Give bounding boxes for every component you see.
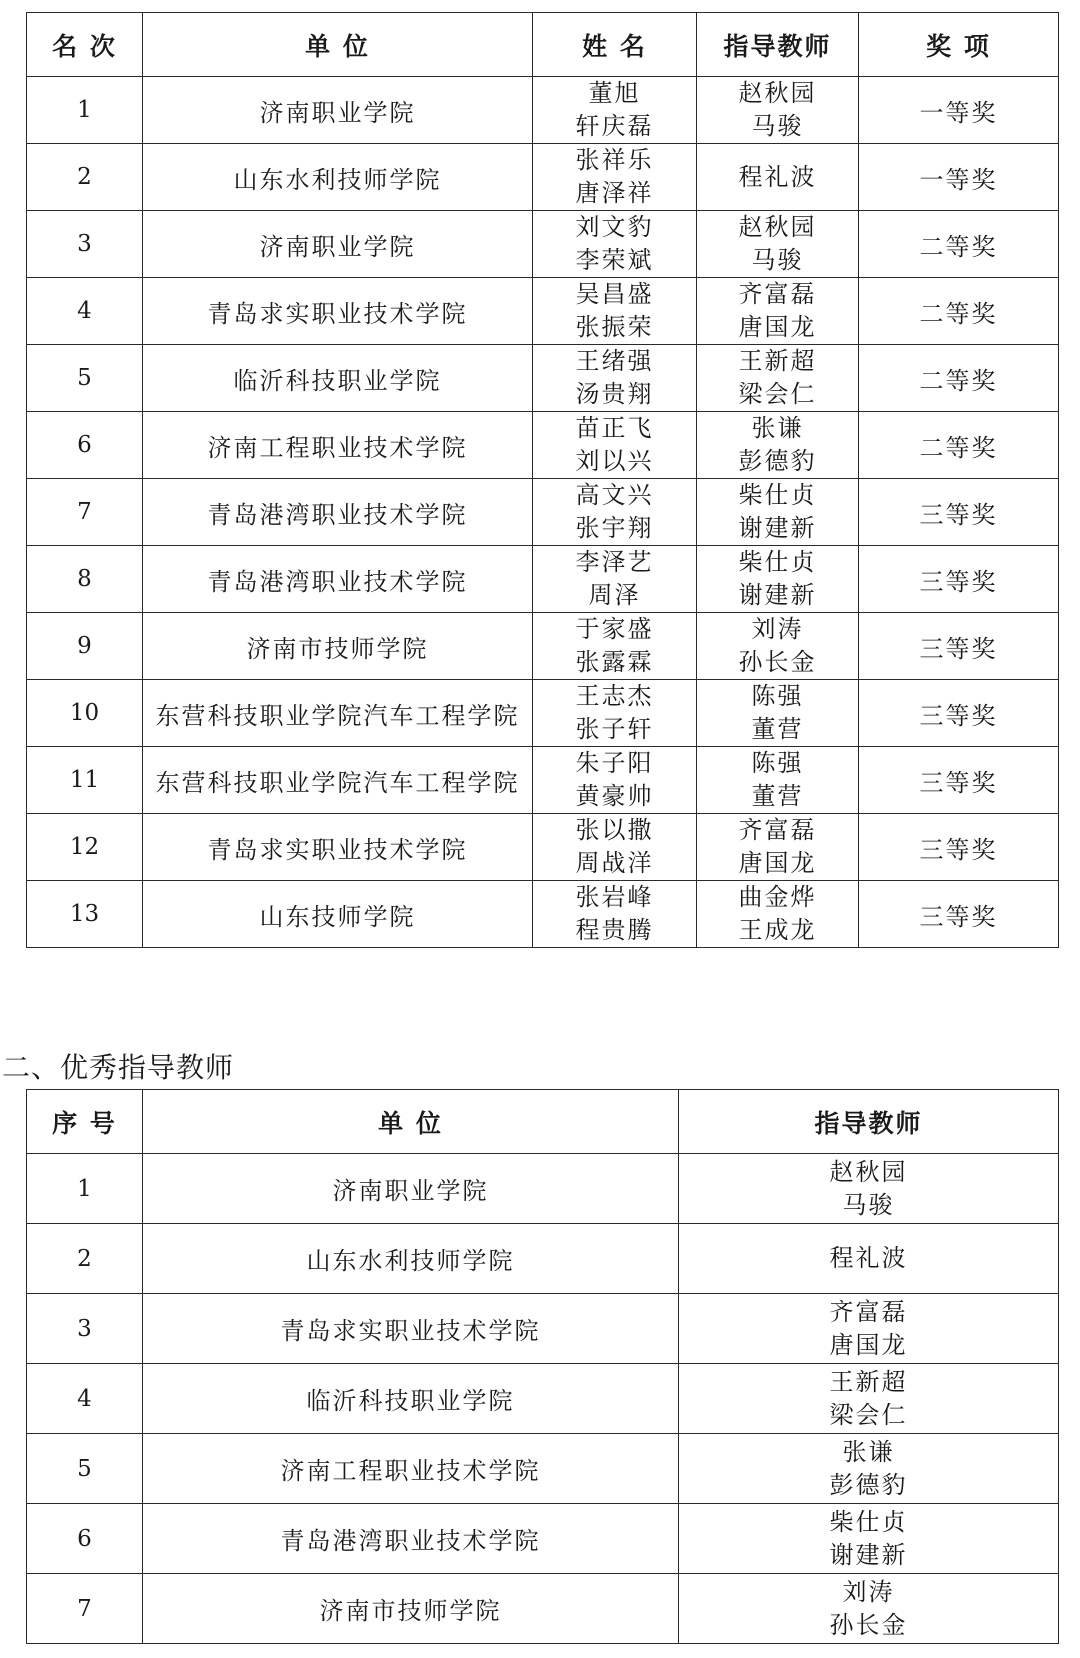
student-names-entry: 刘文豹 — [575, 213, 654, 241]
table-row — [27, 613, 1059, 680]
seq-cell: 5 — [27, 1434, 143, 1504]
table-row — [27, 1434, 1059, 1504]
header-row — [27, 1090, 1059, 1154]
table-row — [27, 814, 1059, 881]
unit-cell: 青岛求实职业技术学院 — [143, 814, 533, 881]
award-cell: 二等奖 — [859, 278, 1059, 345]
header-row — [27, 13, 1059, 77]
student-names-entry: 轩庆磊 — [575, 112, 654, 140]
table-row — [27, 1224, 1059, 1294]
teacher-names-entry: 齐富磊 — [738, 816, 817, 844]
teacher-names-entry: 曲金烨 — [738, 883, 817, 911]
teacher-names-cell — [697, 278, 859, 345]
rank-cell: 13 — [27, 881, 143, 948]
student-names-cell — [533, 546, 697, 613]
header-unit: 单 位 — [143, 1090, 679, 1154]
student-names-cell — [533, 278, 697, 345]
teacher-names-entry: 谢建新 — [829, 1540, 908, 1569]
teacher-names-entry: 马骏 — [842, 1190, 895, 1219]
award-cell: 三等奖 — [859, 613, 1059, 680]
rank-cell: 9 — [27, 613, 143, 680]
student-names-entry: 汤贵翔 — [575, 380, 654, 408]
teacher-names-entry: 刘涛 — [842, 1577, 895, 1606]
teacher-names-cell — [679, 1224, 1059, 1294]
seq-cell: 2 — [27, 1224, 143, 1294]
teacher-names-entry: 柴仕贞 — [738, 481, 817, 509]
student-names-entry: 张岩峰 — [575, 883, 654, 911]
teacher-names-cell — [679, 1574, 1059, 1644]
teacher-names-entry: 张谦 — [842, 1437, 895, 1466]
teacher-names-cell — [679, 1434, 1059, 1504]
seq-cell: 7 — [27, 1574, 143, 1644]
table-row — [27, 680, 1059, 747]
teacher-names-entry: 彭德豹 — [738, 447, 817, 475]
unit-cell: 济南工程职业技术学院 — [143, 1434, 679, 1504]
table-row — [27, 881, 1059, 948]
unit-cell: 东营科技职业学院汽车工程学院 — [143, 680, 533, 747]
student-names-cell — [533, 613, 697, 680]
teacher-names-entry: 王新超 — [738, 347, 817, 375]
table-row — [27, 77, 1059, 144]
table-row — [27, 211, 1059, 278]
unit-cell: 济南职业学院 — [143, 1154, 679, 1224]
unit-cell: 临沂科技职业学院 — [143, 1364, 679, 1434]
teacher-names-cell — [679, 1504, 1059, 1574]
header-unit: 单 位 — [143, 13, 533, 77]
teacher-names-cell — [697, 747, 859, 814]
student-names-cell — [533, 881, 697, 948]
teacher-names-cell — [697, 479, 859, 546]
student-names-cell — [533, 814, 697, 881]
student-names-cell — [533, 345, 697, 412]
award-cell: 三等奖 — [859, 814, 1059, 881]
teacher-names-entry: 梁会仁 — [738, 380, 817, 408]
rank-cell: 1 — [27, 77, 143, 144]
teacher-names-cell — [697, 546, 859, 613]
section-title-excellent-teachers: 二、优秀指导教师 — [2, 1051, 235, 1084]
header-seq: 序 号 — [27, 1090, 143, 1154]
unit-cell: 临沂科技职业学院 — [143, 345, 533, 412]
student-names-cell — [533, 747, 697, 814]
student-names-entry: 张露霖 — [575, 648, 654, 676]
rank-cell: 6 — [27, 412, 143, 479]
award-cell: 一等奖 — [859, 144, 1059, 211]
student-names-entry: 周战洋 — [575, 849, 654, 877]
student-names-entry: 程贵腾 — [575, 916, 654, 944]
teacher-names-entry: 谢建新 — [738, 581, 817, 609]
student-names-cell — [533, 144, 697, 211]
teacher-names-entry: 唐国龙 — [829, 1330, 908, 1359]
award-results-table — [26, 12, 1059, 948]
teacher-names-entry: 刘涛 — [751, 615, 804, 643]
seq-cell: 1 — [27, 1154, 143, 1224]
table-row — [27, 479, 1059, 546]
header-rank: 名 次 — [27, 13, 143, 77]
teacher-names-entry: 赵秋园 — [829, 1157, 908, 1186]
student-names-entry: 王志杰 — [575, 682, 654, 710]
rank-cell: 3 — [27, 211, 143, 278]
teacher-names-cell — [697, 77, 859, 144]
unit-cell: 济南职业学院 — [143, 211, 533, 278]
seq-cell: 4 — [27, 1364, 143, 1434]
teacher-names-entry: 马骏 — [751, 246, 804, 274]
teacher-names-cell — [697, 211, 859, 278]
student-names-entry: 张子轩 — [575, 715, 654, 743]
teacher-names-cell — [697, 345, 859, 412]
teacher-names-cell — [697, 412, 859, 479]
header-award: 奖 项 — [859, 13, 1059, 77]
student-names-entry: 王绪强 — [575, 347, 654, 375]
teacher-names-entry: 唐国龙 — [738, 849, 817, 877]
student-names-cell — [533, 77, 697, 144]
teacher-names-entry: 张谦 — [751, 414, 804, 442]
award-cell: 三等奖 — [859, 546, 1059, 613]
teacher-names-entry: 程礼波 — [829, 1244, 908, 1272]
unit-cell: 山东水利技师学院 — [143, 144, 533, 211]
award-cell: 二等奖 — [859, 345, 1059, 412]
student-names-entry: 于家盛 — [575, 615, 654, 643]
teacher-names-cell — [679, 1294, 1059, 1364]
table-row — [27, 144, 1059, 211]
teacher-names-entry: 程礼波 — [738, 162, 817, 191]
rank-cell: 7 — [27, 479, 143, 546]
award-cell: 三等奖 — [859, 881, 1059, 948]
student-names-cell — [533, 680, 697, 747]
table-row — [27, 1294, 1059, 1364]
student-names-entry: 张以撒 — [575, 816, 654, 844]
teacher-names-entry: 齐富磊 — [738, 280, 817, 308]
table-row — [27, 412, 1059, 479]
award-cell: 三等奖 — [859, 747, 1059, 814]
header-teacher: 指导教师 — [697, 13, 859, 77]
unit-cell: 青岛求实职业技术学院 — [143, 278, 533, 345]
table-row — [27, 1364, 1059, 1434]
award-cell: 一等奖 — [859, 77, 1059, 144]
teacher-names-cell — [697, 814, 859, 881]
rank-cell: 10 — [27, 680, 143, 747]
student-names-entry: 高文兴 — [575, 481, 654, 509]
student-names-entry: 董旭 — [588, 79, 641, 107]
teacher-names-entry: 谢建新 — [738, 514, 817, 542]
table-row — [27, 1154, 1059, 1224]
teacher-names-entry: 董营 — [751, 782, 804, 810]
award-cell: 三等奖 — [859, 680, 1059, 747]
table-row — [27, 1574, 1059, 1644]
teacher-names-cell — [697, 613, 859, 680]
teacher-names-entry: 陈强 — [751, 682, 804, 710]
teacher-names-entry: 梁会仁 — [829, 1400, 908, 1429]
unit-cell: 山东水利技师学院 — [143, 1224, 679, 1294]
seq-cell: 6 — [27, 1504, 143, 1574]
teacher-names-cell — [697, 144, 859, 211]
table-row — [27, 345, 1059, 412]
student-names-entry: 李泽艺 — [575, 548, 654, 576]
student-names-cell — [533, 211, 697, 278]
teacher-names-cell — [697, 881, 859, 948]
table-row — [27, 747, 1059, 814]
student-names-entry: 张振荣 — [575, 313, 654, 341]
teacher-names-cell — [679, 1154, 1059, 1224]
award-cell: 三等奖 — [859, 479, 1059, 546]
teacher-names-entry: 王新超 — [829, 1367, 908, 1396]
unit-cell: 济南工程职业技术学院 — [143, 412, 533, 479]
excellent-teachers-table — [26, 1089, 1059, 1644]
unit-cell: 青岛港湾职业技术学院 — [143, 1504, 679, 1574]
teacher-names-entry: 齐富磊 — [829, 1297, 908, 1326]
teacher-names-entry: 董营 — [751, 715, 804, 743]
rank-cell: 5 — [27, 345, 143, 412]
rank-cell: 11 — [27, 747, 143, 814]
teacher-names-entry: 马骏 — [751, 112, 804, 140]
student-names-cell — [533, 412, 697, 479]
teacher-names-entry: 王成龙 — [738, 916, 817, 944]
award-cell: 二等奖 — [859, 211, 1059, 278]
unit-cell: 济南市技师学院 — [143, 1574, 679, 1644]
teacher-names-entry: 陈强 — [751, 749, 804, 777]
teacher-names-cell — [697, 680, 859, 747]
teacher-names-entry: 柴仕贞 — [829, 1507, 908, 1536]
seq-cell: 3 — [27, 1294, 143, 1364]
teacher-names-entry: 赵秋园 — [738, 213, 817, 241]
student-names-entry: 苗正飞 — [575, 414, 654, 442]
table-row — [27, 546, 1059, 613]
rank-cell: 4 — [27, 278, 143, 345]
award-cell: 二等奖 — [859, 412, 1059, 479]
student-names-cell — [533, 479, 697, 546]
rank-cell: 12 — [27, 814, 143, 881]
teacher-names-entry: 彭德豹 — [829, 1470, 908, 1499]
teacher-names-cell — [679, 1364, 1059, 1434]
rank-cell: 8 — [27, 546, 143, 613]
student-names-entry: 周泽 — [588, 581, 641, 609]
unit-cell: 山东技师学院 — [143, 881, 533, 948]
table-row — [27, 1504, 1059, 1574]
student-names-entry: 李荣斌 — [575, 246, 654, 274]
student-names-entry: 吴昌盛 — [575, 280, 654, 308]
header-teacher: 指导教师 — [679, 1090, 1059, 1154]
student-names-entry: 黄豪帅 — [575, 782, 654, 810]
unit-cell: 青岛求实职业技术学院 — [143, 1294, 679, 1364]
unit-cell: 青岛港湾职业技术学院 — [143, 546, 533, 613]
teacher-names-entry: 唐国龙 — [738, 313, 817, 341]
unit-cell: 济南职业学院 — [143, 77, 533, 144]
teacher-names-entry: 孙长金 — [829, 1610, 908, 1639]
teacher-names-entry: 赵秋园 — [738, 79, 817, 107]
unit-cell: 济南市技师学院 — [143, 613, 533, 680]
teacher-names-entry: 柴仕贞 — [738, 548, 817, 576]
unit-cell: 青岛港湾职业技术学院 — [143, 479, 533, 546]
header-name: 姓 名 — [533, 13, 697, 77]
rank-cell: 2 — [27, 144, 143, 211]
teacher-names-entry: 孙长金 — [738, 648, 817, 676]
student-names-entry: 刘以兴 — [575, 447, 654, 475]
student-names-entry: 张宇翔 — [575, 514, 654, 542]
unit-cell: 东营科技职业学院汽车工程学院 — [143, 747, 533, 814]
student-names-entry: 朱子阳 — [575, 749, 654, 777]
student-names-entry: 唐泽祥 — [575, 179, 654, 207]
student-names-entry: 张祥乐 — [575, 146, 654, 174]
table-row — [27, 278, 1059, 345]
